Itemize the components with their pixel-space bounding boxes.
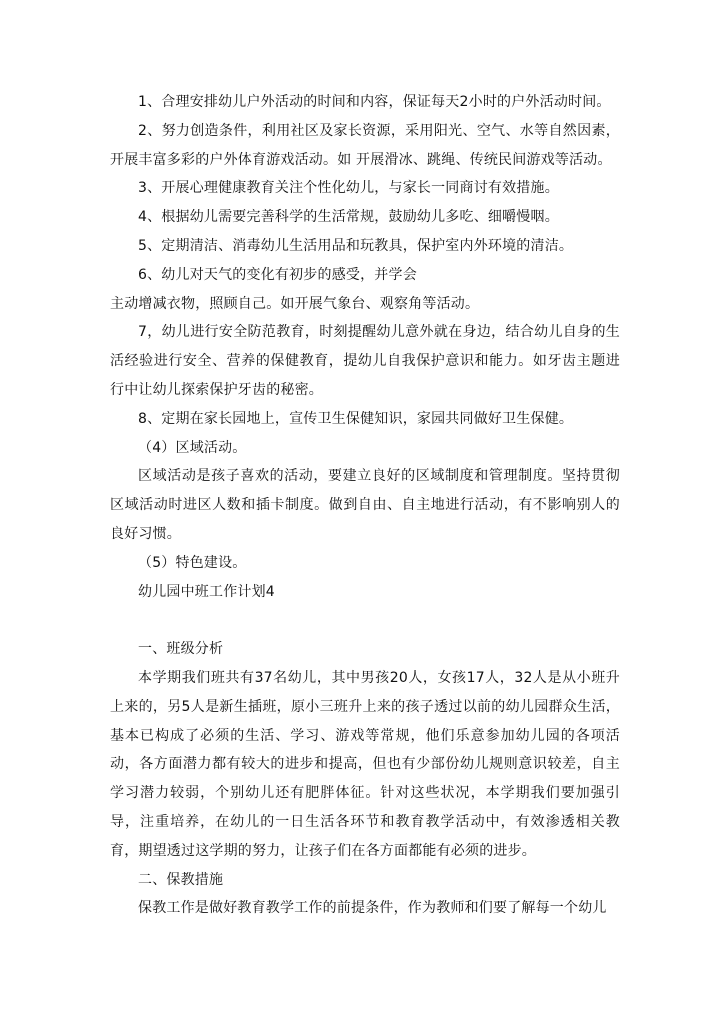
section-heading-special-construction: （5）特色建设。	[138, 554, 247, 571]
paragraph-item-8: 8、定期在家长园地上，宣传卫生保健知识，家园共同做好卫生保健。	[138, 410, 574, 427]
paragraph-item-4: 4、根据幼儿需要完善科学的生活常规，鼓励幼儿多吃、细嚼慢咽。	[138, 209, 559, 226]
paragraph-item-2: 2、努力创造条件，利用社区及家长资源，采用阳光、空气、水等自然因素，开展丰富多彩的户外体育游戏活动。如 开展滑冰、跳绳、传统民间游戏等活动。	[110, 122, 620, 168]
section-heading-care-measures: 二、保教措施	[138, 871, 224, 888]
section-heading-regional-activities: （4）区域活动。	[138, 439, 247, 456]
paragraph-care-measures: 保教工作是做好教育教学工作的前提条件，作为教师和们要了解每一个幼儿	[138, 900, 607, 917]
paragraph-item-3: 3、开展心理健康教育关注个性化幼儿，与家长一同商讨有效措施。	[138, 180, 559, 197]
section-gap	[110, 606, 620, 635]
paragraph-regional-activities: 区域活动是孩子喜欢的活动，要建立良好的区域制度和管理制度。坚持贯彻区域活动时进区人数和插卡制度。做到自由、自主地进行活动，有不影响别人的良好习惯。	[110, 468, 620, 542]
paragraph-continuation: 主动增减衣物，照顾自己。如开展气象台、观察角等活动。	[110, 295, 480, 312]
paragraph-item-6: 6、幼儿对天气的变化有初步的感受，并学会	[138, 266, 417, 283]
paragraph-item-7: 7，幼儿进行安全防范教育，时刻提醒幼儿意外就在身边，结合幼儿自身的生活经验进行安全、营养的保健教育，提幼儿自我保护意识和能力。如牙齿主题进行中让幼儿探索保护牙齿的秘密。	[110, 324, 620, 398]
paragraph-item-5: 5、定期清洁、消毒幼儿生活用品和玩教具，保护室内外环境的清洁。	[138, 237, 574, 254]
paragraph-class-analysis: 本学期我们班共有37名幼儿，其中男孩20人，女孩17人，32人是从小班升上来的，另5人是新生插班，原小三班升上来的孩子透过以前的幼儿园群众生活，基本已构成了必须的生活、学习、游戏等常规，他们乐意参加幼儿园的各项活动，各方面潜力都有较大的进步和提高，但也有少部份幼儿规则意识较差，自主学习潜力较弱，个别幼儿还有肥胖体征。针对这些状况，本学期我们要加强引导，注重培养，在幼儿的一日生活各环节和教育教学活动中，有效渗透相关教育，期望透过这学期的努力，让孩子们在各方面都能有必须的进步。	[110, 669, 620, 859]
paragraph-item-1: 1、合理安排幼儿户外活动的时间和内容，保证每天2小时的户外活动时间。	[138, 94, 611, 110]
document-subtitle: 幼儿园中班工作计划4	[138, 583, 275, 600]
document-body	[110, 88, 620, 923]
section-heading-class-analysis: 一、班级分析	[138, 641, 224, 658]
